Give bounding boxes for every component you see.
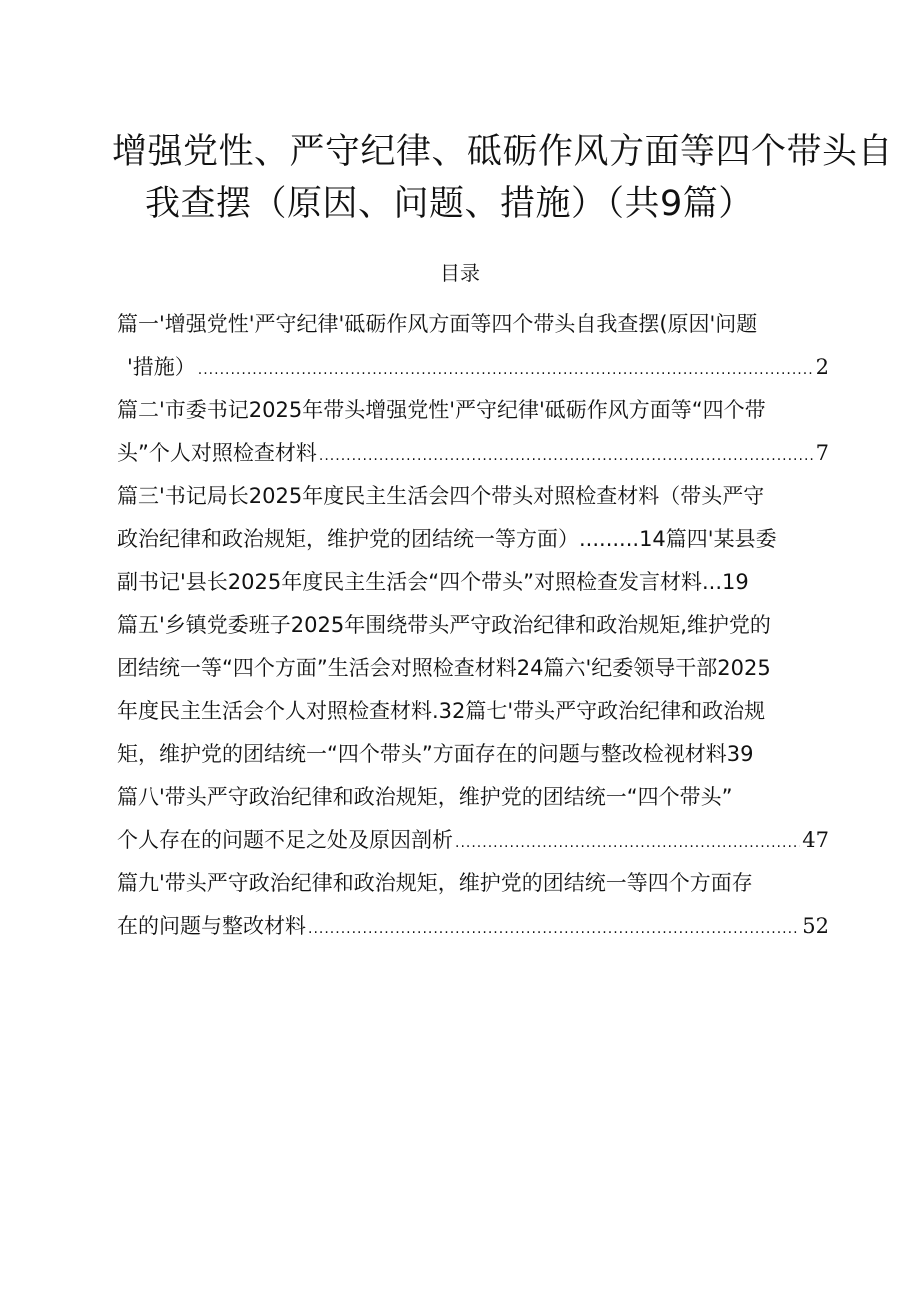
toc-line-text: 篇三'书记局长2025年度民主生活会四个带头对照检查材料（带头严守 (117, 484, 765, 508)
toc-line[interactable] (117, 647, 829, 690)
toc-line-text: '措施） (127, 355, 196, 379)
toc-line-text: 篇九'带头严守政治纪律和政治规矩，维护党的团结统一等四个方面存 (117, 871, 753, 895)
toc-line[interactable] (117, 862, 829, 905)
toc-line-text: 篇八'带头严守政治纪律和政治规矩，维护党的团结统一“四个带头” (117, 785, 733, 809)
toc-dot-leader (198, 349, 814, 389)
toc-line-text: 篇一'增强党性'严守纪律'砥砺作风方面等四个带头自我查摆(原因'问题 (117, 312, 758, 336)
toc-page-number: 2 (815, 355, 829, 379)
toc-line-text: 篇二'市委书记2025年带头增强党性'严守纪律'砥砺作风方面等“四个带 (117, 398, 766, 422)
toc-line[interactable] (117, 303, 829, 346)
document-title (112, 126, 894, 230)
document-title-line-2: 我查摆（原因、问题、措施）（共9篇） (145, 184, 754, 224)
toc-line[interactable] (117, 561, 829, 604)
table-of-contents (117, 303, 829, 948)
toc-line[interactable] (117, 475, 829, 518)
toc-line-text: 矩，维护党的团结统一“四个带头”方面存在的问题与整改检视材料39 (117, 742, 754, 766)
toc-line-text: 篇五'乡镇党委班子2025年围绕带头严守政治纪律和政治规矩,维护党的 (117, 613, 771, 637)
toc-page-number: 52 (802, 914, 829, 938)
toc-line-text: 头”个人对照检查材料 (117, 441, 317, 465)
toc-dot-leader (308, 908, 800, 948)
toc-line[interactable] (117, 690, 829, 733)
toc-line[interactable] (117, 518, 829, 561)
toc-heading: 目录 (440, 261, 480, 285)
toc-line[interactable] (117, 432, 829, 475)
toc-line-text: 政治纪律和政治规矩，维护党的团结统一等方面）.........14篇四'某县委 (117, 527, 777, 551)
toc-line-text: 个人存在的问题不足之处及原因剖析 (117, 828, 453, 852)
toc-line-text: 在的问题与整改材料 (117, 914, 306, 938)
toc-line[interactable] (117, 346, 829, 389)
toc-page-number: 7 (815, 441, 829, 465)
toc-page-number: 47 (802, 828, 829, 852)
toc-line[interactable] (117, 389, 829, 432)
toc-dot-leader (455, 822, 800, 862)
toc-line[interactable] (117, 819, 829, 862)
toc-line-text: 副书记'县长2025年度民主生活会“四个带头”对照检查发言材料...19 (117, 570, 749, 594)
document-title-line-1: 增强党性、严守纪律、砥砺作风方面等四个带头自 (112, 132, 894, 172)
toc-line-text: 团结统一等“四个方面”生活会对照检查材料24篇六'纪委领导干部2025 (117, 656, 771, 680)
toc-line[interactable] (117, 604, 829, 647)
toc-line[interactable] (117, 776, 829, 819)
toc-line[interactable] (117, 733, 829, 776)
toc-line-text: 年度民主生活会个人对照检查材料.32篇七'带头严守政治纪律和政治规 (117, 699, 766, 723)
toc-dot-leader (319, 435, 814, 475)
toc-line[interactable] (117, 905, 829, 948)
